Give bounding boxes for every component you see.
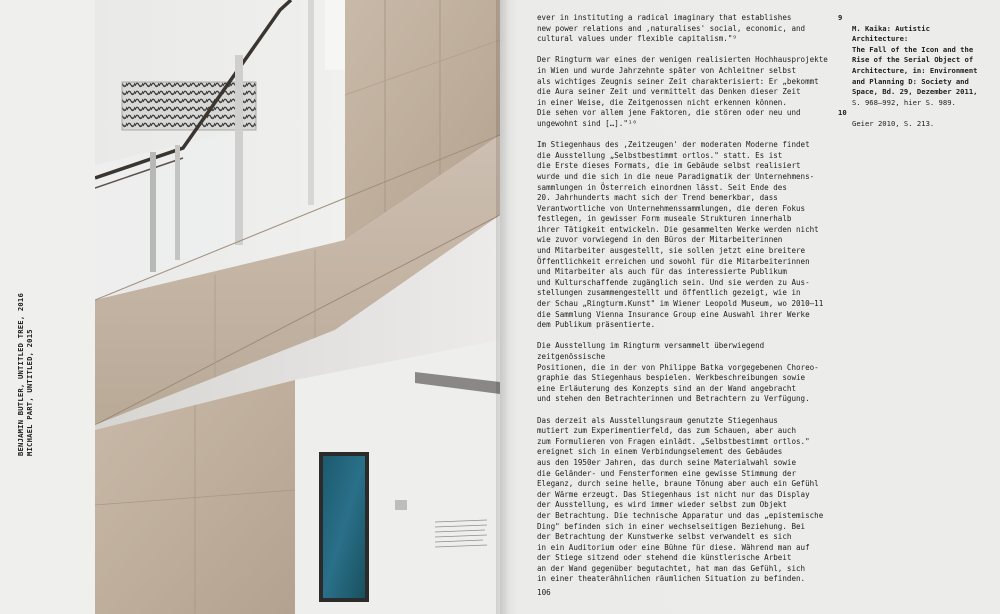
footnote-text: Geier 2010, S. 213. [852, 118, 935, 128]
main-body-text [537, 13, 829, 596]
footnote-title: M. Kaika: Autistic Architecture: The Fall of the Icon and the Rise of the Serial Object of Architecture, in: Environment and Planning D: Society and Space, Bd. 29, Dezember 2011, [852, 23, 978, 97]
paragraph-5: Das derzeit als Ausstellungsraum genutzte Stiegenhaus mutiert zum Experimentierfeld, das zum Schauen, aber auch zum Formulieren von Fragen einlädt. „Selbstbestimmt ortlos." ereignet sich in einem Verbindungselement des Gebäudes aus den 1950er Jahren, das durch seine Materialwahl sowie die Geländer- und Fensterformen eine gewisse Stimmung der Eleganz, durch seine helle, braune Tönung aber auch ein Gefühl der Wärme erzeugt. Das Stiegenhaus ist nicht nur das Display der Ausstellung, es wird immer wieder selbst zum Objekt der Betrachtung. Die technische Apparatur und das „epistemische Ding" befinden sich in einer wechselseitigen Beziehung. Bei der Betrachtung der Kunstwerke selbst verwandelt es sich in ein Auditorium oder eine Bühne für diese. Während man auf der Stiege sitzend oder stehend die künstlerische Arbeit an der Wand gegenüber begutachtet, hat man das Gefühl, sich in einer theaterähnlichen räumlichen Situation zu befinden. [537, 415, 824, 584]
page-number: 106 [537, 588, 551, 597]
footnote-9 [838, 13, 988, 108]
caption-line-2: MICHAEL PART, UNTITLED, 2015 [25, 329, 34, 456]
paragraph-3: Im Stiegenhaus des ‚Zeitzeugen' der moderaten Moderne findet die Ausstellung „Selbstbestimmt ortlos." statt. Es ist die Erste dieses Formats, die im Gebäude selbst realisiert wurde und die sich in die neue Paradigmatik der Unternehmens- sammlungen in Österreich einordnen lässt. Seit Ende des 20. Jahrhunderts macht sich der Trend bemerkbar, dass Verantwortliche von Unternehmenssammlungen, die deren Fokus festlegen, in gewisser Form museale Strukturen innerhalb ihrer Tätigkeit entwickeln. Die gesammelten Werke werden nicht wie zuvor vorwiegend in den Büros der Mitarbeiterinnen und Mitarbeiter ausgestellt, sie sollen jetzt eine breitere Öffentlichkeit erreichen und sowohl für die Mitarbeiterinnen und Mitarbeiter als auch für das interessierte Publikum und Kulturschaffende zugänglich sein. Und sie werden zu Aus- stellungen zusammengestellt und öffentlich gezeigt, wie in der Schau „Ringturm.Kunst" im Wiener Leopold Museum, wo 2010–11 die Sammlung Vienna Insurance Group eine Auswahl ihrer Werke dem Publikum präsentierte. [537, 140, 824, 330]
caption-line-1: BENJAMIN BUTLER, UNTITLED TREE, 2016 [16, 293, 25, 456]
footnote-pages: S. 968–992, hier S. 989. [852, 97, 956, 107]
footnotes [838, 13, 988, 130]
staircase-photo [95, 0, 500, 614]
paragraph-2: Der Ringturm war eines der wenigen realisierten Hochhausprojekte in Wien und wurde Jahrzehnte später von Achleitner selbst als wichtiges Zeugnis seiner Zeit charakterisiert: Er „bekommt die Aura seiner Zeit und vermittelt das Denken dieser Zeit in einer Weise, die Zeitgenossen nicht erkennen können. Die sehen vor allem jene Faktoren, die stören oder neu und ungewohnt sind […]."¹⁰ [537, 55, 828, 128]
photo-caption [16, 236, 40, 456]
footnote-10 [838, 108, 988, 129]
paragraph-4: Die Ausstellung im Ringturm versammelt überwiegend zeitgenössische Positionen, die in der von Philippe Batka vorgegebenen Choreo- graphie das Stiegenhaus bespielen. Werkbeschreibungen sowie eine Erläuterung des Konzepts sind an der Wand angebracht und stehen den Betrachterinnen und Betrachtern zu Verfügung. [537, 341, 819, 404]
left-page-margin [0, 0, 95, 614]
paragraph-1: ever in instituting a radical imaginary that establishes new power relations and ‚naturalises' social, economic, and cultural values under flexible capitalism."⁹ [537, 13, 806, 44]
footnote-number: 10 [838, 108, 847, 118]
footnote-number: 9 [838, 13, 843, 22]
